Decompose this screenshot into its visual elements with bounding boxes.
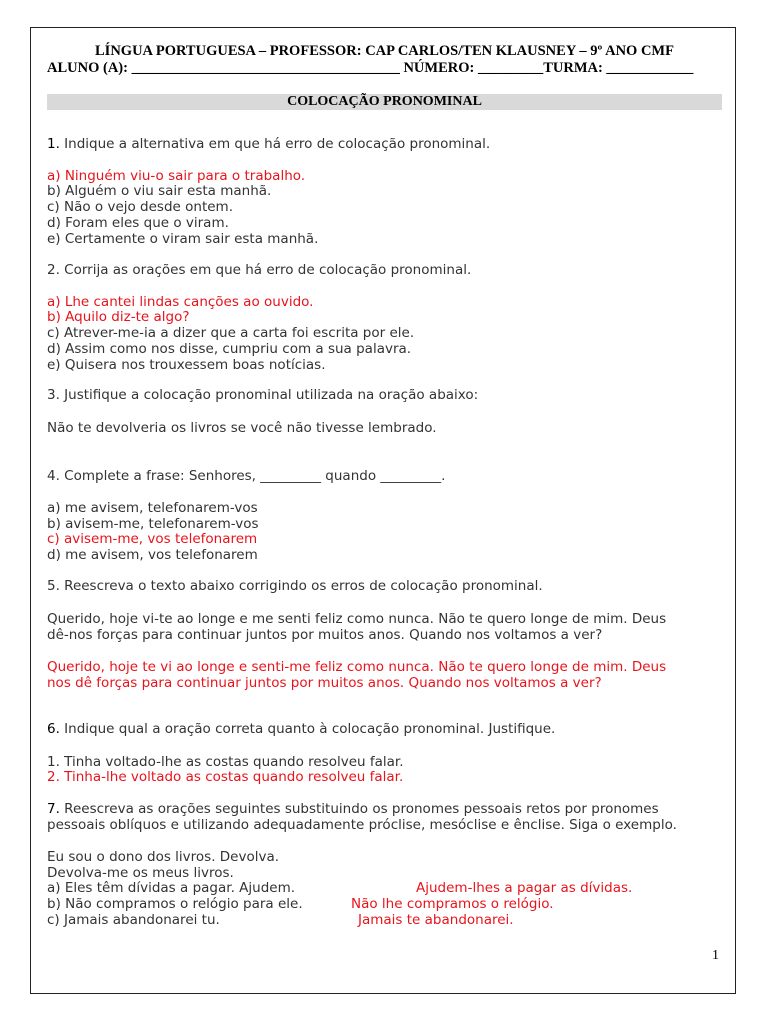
q7-item-b: b) Não compramos o relógio para ele. — [47, 896, 303, 912]
q6-option-2: 2. Tinha-lhe voltado as costas quando resolveu falar. — [47, 769, 404, 785]
q1-option-c: c) Não o vejo desde ontem. — [47, 199, 233, 215]
question-7-number: 7. — [47, 801, 60, 817]
question-7-text-line-1: Reescreva as orações seguintes substituindo os pronomes pessoais retos por pronomes — [59, 801, 659, 817]
q4-option-c: c) avisem-me, vos telefonarem — [47, 531, 258, 547]
q2-option-b: b) Aquilo diz-te algo? — [47, 309, 190, 325]
question-4-text: 4. Complete a frase: Senhores, _________ quando _________. — [47, 468, 446, 484]
q6-option-1: 1. Tinha voltado-lhe as costas quando resolveu falar. — [47, 754, 404, 770]
q7-example-line-1: Eu sou o dono dos livros. Devolva. — [47, 849, 280, 865]
question-3-sentence: Não te devolveria os livros se você não tivesse lembrado. — [47, 420, 437, 436]
question-6-text: Indique qual a oração correta quanto à colocação pronominal. Justifique. — [59, 721, 556, 737]
question-1 — [47, 136, 490, 152]
q4-option-d: d) me avisem, vos telefonarem — [47, 547, 258, 563]
question-6-number: 6. — [47, 721, 60, 737]
q5-original-line-2: dê-nos forças para continuar juntos por muitos anos. Quando nos voltamos a ver? — [47, 627, 603, 643]
q7-item-c: c) Jamais abandonarei tu. — [47, 912, 220, 928]
q2-option-c: c) Atrever-me-ia a dizer que a carta foi escrita por ele. — [47, 325, 415, 341]
q1-option-e: e) Certamente o viram sair esta manhã. — [47, 231, 319, 247]
question-3-text: 3. Justifique a colocação pronominal utilizada na oração abaixo: — [47, 387, 479, 403]
q4-option-b: b) avisem-me, telefonarem-vos — [47, 516, 259, 532]
question-6 — [47, 721, 555, 737]
title-bar — [47, 94, 722, 110]
question-2-text: 2. Corrija as orações em que há erro de colocação pronominal. — [47, 262, 472, 278]
page-number: 1 — [712, 948, 719, 963]
q7-item-a: a) Eles têm dívidas a pagar. Ajudem. — [47, 880, 296, 896]
q7-answer-b: Não lhe compramos o relógio. — [351, 896, 554, 912]
q7-answer-c: Jamais te abandonarei. — [358, 912, 514, 928]
question-1-text: Indique a alternativa em que há erro de colocação pronominal. — [59, 136, 491, 152]
q1-option-d: d) Foram eles que o viram. — [47, 215, 229, 231]
q7-example-line-2: Devolva-me os meus livros. — [47, 865, 234, 881]
q4-option-a: a) me avisem, telefonarem-vos — [47, 500, 258, 516]
question-7 — [47, 801, 659, 817]
q1-option-a: a) Ninguém viu-o sair para o trabalho. — [47, 168, 306, 184]
q5-answer-line-1: Querido, hoje te vi ao longe e senti-me feliz como nunca. Não te quero longe de mim. Deus — [47, 659, 667, 675]
q2-option-e: e) Quisera nos trouxessem boas notícias. — [47, 357, 326, 373]
q2-option-a: a) Lhe cantei lindas canções ao ouvido. — [47, 294, 314, 310]
question-5-text: 5. Reescreva o texto abaixo corrigindo os erros de colocação pronominal. — [47, 578, 543, 594]
q1-option-b: b) Alguém o viu sair esta manhã. — [47, 183, 272, 199]
page-title: COLOCAÇÃO PRONOMINAL — [287, 94, 482, 109]
question-1-number: 1. — [47, 136, 60, 152]
header-student-line: ALUNO (A): _____________________________________ NÚMERO: _________TURMA: ____________ — [47, 60, 694, 76]
header-course-line: LÍNGUA PORTUGUESA – PROFESSOR: CAP CARLOS/TEN KLAUSNEY – 9º ANO CMF — [95, 43, 674, 59]
q5-answer-line-2: nos dê forças para continuar juntos por muitos anos. Quando nos voltamos a ver? — [47, 675, 602, 691]
q2-option-d: d) Assim como nos disse, cumpriu com a sua palavra. — [47, 341, 412, 357]
question-7-text-line-2: pessoais oblíquos e utilizando adequadamente próclise, mesóclise e ênclise. Siga o exemplo. — [47, 817, 677, 833]
q7-answer-a: Ajudem-lhes a pagar as dívidas. — [416, 880, 633, 896]
q5-original-line-1: Querido, hoje vi-te ao longe e me senti feliz como nunca. Não te quero longe de mim. Deus — [47, 611, 667, 627]
